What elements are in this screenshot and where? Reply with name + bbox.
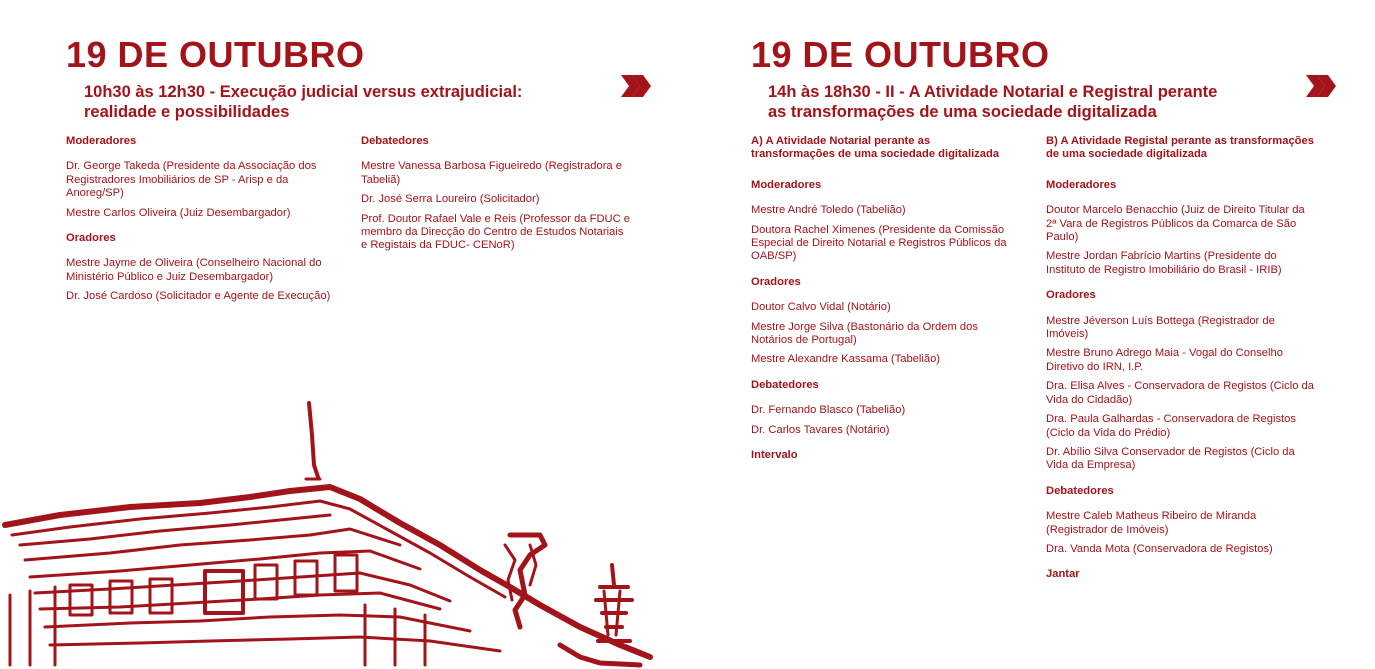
column-b — [1046, 135, 1316, 594]
left-column-1 — [66, 135, 336, 316]
list-item: Dr. Fernando Blasco (Tabelião) — [751, 404, 906, 417]
oradores-list — [66, 257, 336, 303]
list-item: Mestre Jéverson Luís Bottega (Registrador de Imóveis) — [1046, 314, 1275, 341]
list-item: Mestre Jorge Silva (Bastonário da Ordem dos Notários de Portugal) — [751, 320, 978, 347]
column-a-heading: A) A Atividade Notarial perante as transformações de uma sociedade digitalizada — [751, 135, 1000, 161]
session-title: 14h às 18h30 - II - A Atividade Notarial e Registral perante as transformações de uma sociedade digitalizada — [768, 83, 1218, 121]
oradores-list — [1046, 315, 1316, 473]
oradores-heading: Oradores — [1046, 289, 1096, 302]
debatedores-list — [1046, 510, 1316, 556]
moderadores-list — [1046, 204, 1316, 277]
debatedores-list — [751, 404, 1016, 437]
oradores-heading: Oradores — [66, 232, 116, 245]
list-item: Mestre Bruno Adrego Maia - Vogal do Conselho Diretivo do IRN, I.P. — [1046, 347, 1283, 373]
intervalo-label: Intervalo — [751, 449, 798, 462]
jantar-label: Jantar — [1046, 568, 1080, 581]
list-item: Mestre André Toledo (Tabelião) — [751, 204, 906, 217]
debatedores-heading: Debatedores — [751, 378, 819, 391]
list-item: Doutora Rachel Ximenes (Presidente da Comissão Especial de Direito Notarial e Registros Públicos da OAB/SP) — [751, 223, 1007, 263]
list-item: Mestre Vanessa Barbosa Figueiredo (Registradora e Tabeliã) — [361, 160, 622, 186]
list-item: Dr. José Serra Loureiro (Solicitador) — [361, 193, 540, 206]
column-a — [751, 135, 1016, 475]
list-item: Dr. Abílio Silva Conservador de Registos (Ciclo da Vida da Empresa) — [1046, 445, 1295, 472]
debatedores-heading: Debatedores — [361, 135, 429, 147]
list-item: Dr. George Takeda (Presidente da Associação dos Registradores Imobiliários de SP - Arisp e da Anoreg/SP) — [66, 160, 317, 200]
list-item: Mestre Caleb Matheus Ribeiro de Miranda (Registrador de Imóveis) — [1046, 510, 1257, 536]
double-chevron-right-icon — [1305, 74, 1337, 98]
right-page — [687, 0, 1375, 669]
debatedores-list — [361, 160, 631, 252]
list-item: Doutor Calvo Vidal (Notário) — [751, 301, 891, 314]
moderadores-heading: Moderadores — [1046, 178, 1117, 191]
oradores-list — [751, 301, 1016, 367]
list-item: Dr. Carlos Tavares (Notário) — [751, 423, 890, 436]
list-item: Mestre Jordan Fabrício Martins (Presidente do Instituto de Registro Imobiliário do Brasil - IRIB) — [1046, 250, 1282, 276]
list-item: Prof. Doutor Rafael Vale e Reis (Professor da FDUC e membro da Direcção do Centro de Estudos Notariais e Registais da FDUC- CENoR) — [361, 212, 631, 252]
list-item: Mestre Carlos Oliveira (Juiz Desembargador) — [66, 206, 291, 219]
list-item: Dr. José Cardoso (Solicitador e Agente de Execução) — [66, 290, 331, 303]
column-b-heading: B) A Atividade Registal perante as transformações de uma sociedade digitalizada — [1046, 135, 1314, 161]
double-chevron-right-icon — [620, 74, 652, 98]
left-page — [0, 0, 687, 669]
moderadores-list — [751, 204, 1016, 264]
moderadores-list — [66, 160, 336, 220]
left-column-2 — [361, 135, 631, 265]
list-item: Dra. Paula Galhardas - Conservadora de Registos (Ciclo da Vida do Prédio) — [1046, 413, 1296, 439]
list-item: Dra. Vanda Mota (Conservadora de Registos) — [1046, 542, 1273, 555]
list-item: Doutor Marcelo Benacchio (Juiz de Direito Titular da 2ª Vara de Registros Públicos da Comarca de São Paulo) — [1046, 204, 1305, 244]
list-item: Dra. Elisa Alves - Conservadora de Registos (Ciclo da Vida do Cidadão) — [1046, 380, 1314, 406]
page-date: 19 DE OUTUBRO — [66, 34, 365, 75]
building-skyline-illustration — [0, 395, 660, 669]
list-item: Mestre Alexandre Kassama (Tabelião) — [751, 353, 941, 366]
debatedores-heading: Debatedores — [1046, 484, 1114, 497]
moderadores-heading: Moderadores — [66, 135, 137, 147]
list-item: Mestre Jayme de Oliveira (Conselheiro Nacional do Ministério Público e Juiz Desembargador) — [66, 257, 322, 283]
session-title: 10h30 às 12h30 - Execução judicial versus extrajudicial: realidade e possibilidades — [84, 83, 523, 121]
oradores-heading: Oradores — [751, 275, 801, 288]
moderadores-heading: Moderadores — [751, 178, 822, 191]
page-date: 19 DE OUTUBRO — [751, 34, 1050, 75]
